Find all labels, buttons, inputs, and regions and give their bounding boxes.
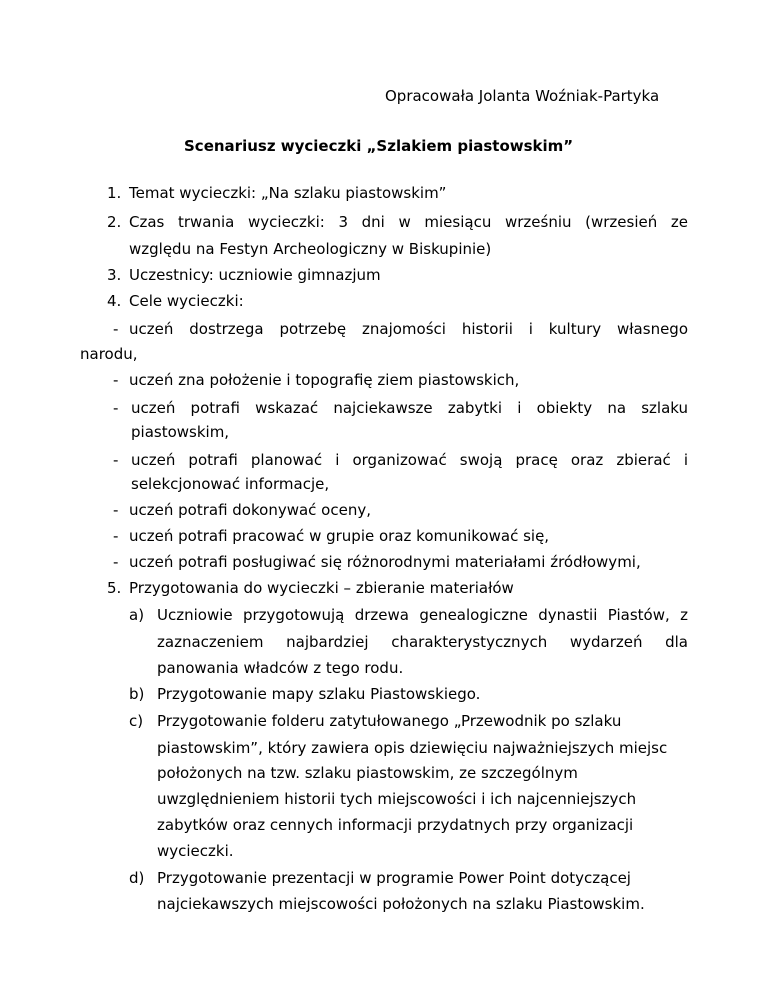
goal-dash: - — [113, 399, 119, 417]
goal-line: uczeń zna położenie i topografię ziem piastowskich, — [129, 371, 520, 389]
subitem-d-line: najciekawszych miejscowości położonych na szlaku Piastowskim. — [157, 895, 645, 913]
subitem-c-line: wycieczki. — [157, 842, 234, 860]
item-3-text: Uczestnicy: uczniowie gimnazjum — [129, 266, 381, 284]
subitem-d-label: d) — [129, 869, 145, 887]
goal-dash: - — [113, 553, 119, 571]
subitem-a-line: panowania władców z tego rodu. — [157, 659, 404, 677]
goal-line-cont: selekcjonować informacje, — [131, 475, 330, 493]
goal-line-cont: piastowskim, — [131, 423, 230, 441]
item-3-number: 3. — [107, 266, 122, 284]
goal-dash: - — [113, 501, 119, 519]
subitem-c-line: Przygotowanie folderu zatytułowanego „Przewodnik po szlaku — [157, 712, 622, 730]
goal-line: uczeń potrafi wskazać najciekawsze zabytki i obiekty na szlaku — [131, 399, 688, 417]
subitem-a-label: a) — [129, 606, 145, 624]
item-1-number: 1. — [107, 184, 122, 202]
goal-dash: - — [113, 320, 119, 338]
goal-line-cont: narodu, — [80, 345, 138, 363]
goal-line: uczeń dostrzega potrzebę znajomości historii i kultury własnego — [129, 320, 688, 338]
goal-dash: - — [113, 451, 119, 469]
subitem-c-line: położonych na tzw. szlaku piastowskim, ze szczególnym — [157, 764, 578, 782]
subitem-b-label: b) — [129, 685, 145, 703]
item-2-number: 2. — [107, 213, 122, 231]
subitem-a-line: zaznaczeniem najbardziej charakterystycznych wydarzeń dla — [157, 633, 688, 651]
item-5-number: 5. — [107, 579, 122, 597]
item-1-text: Temat wycieczki: „Na szlaku piastowskim” — [129, 184, 447, 202]
subitem-c-line: uwzględnieniem historii tych miejscowości i ich najcenniejszych — [157, 790, 637, 808]
subitem-a-line: Uczniowie przygotowują drzewa genealogiczne dynastii Piastów, z — [157, 606, 688, 624]
goal-line: uczeń potrafi posługiwać się różnorodnymi materiałami źródłowymi, — [129, 553, 641, 571]
goal-dash: - — [113, 371, 119, 389]
item-4-number: 4. — [107, 292, 122, 310]
subitem-c-label: c) — [129, 712, 144, 730]
goal-line: uczeń potrafi pracować w grupie oraz komunikować się, — [129, 527, 550, 545]
item-2-line2: względu na Festyn Archeologiczny w Biskupinie) — [129, 240, 492, 258]
goal-line: uczeń potrafi dokonywać oceny, — [129, 501, 371, 519]
document-title: Scenariusz wycieczki „Szlakiem piastowskim” — [184, 137, 574, 155]
author-line: Opracowała Jolanta Woźniak-Partyka — [385, 87, 660, 105]
subitem-b-line: Przygotowanie mapy szlaku Piastowskiego. — [157, 685, 481, 703]
subitem-d-line: Przygotowanie prezentacji w programie Power Point dotyczącej — [157, 869, 631, 887]
item-2-line1: Czas trwania wycieczki: 3 dni w miesiącu wrześniu (wrzesień ze — [129, 213, 688, 231]
subitem-c-line: zabytków oraz cennych informacji przydatnych przy organizacji — [157, 816, 634, 834]
subitem-c-line: piastowskim”, który zawiera opis dziewięciu najważniejszych miejsc — [157, 739, 668, 757]
goal-line: uczeń potrafi planować i organizować swoją pracę oraz zbierać i — [131, 451, 688, 469]
item-4-text: Cele wycieczki: — [129, 292, 244, 310]
goal-dash: - — [113, 527, 119, 545]
item-5-text: Przygotowania do wycieczki – zbieranie materiałów — [129, 579, 514, 597]
